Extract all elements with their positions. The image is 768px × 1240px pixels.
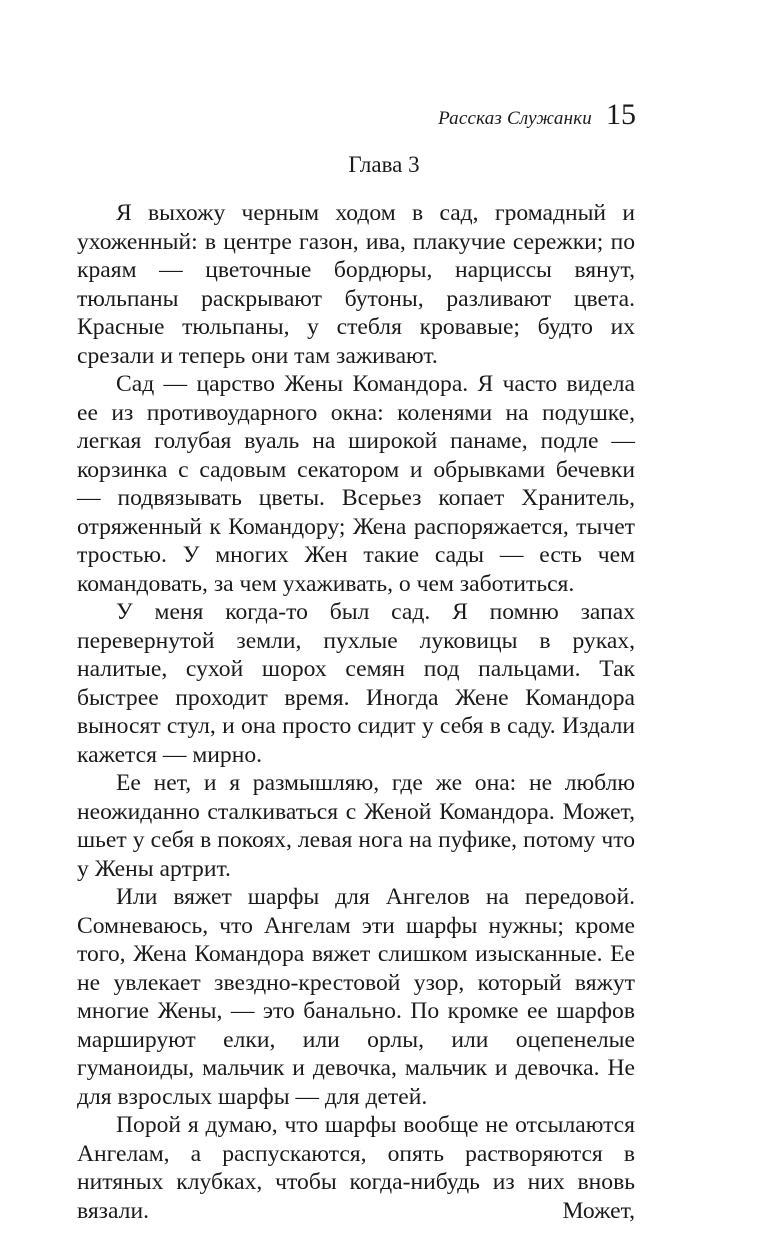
paragraph: Порой я думаю, что шарфы вообще не отсылаются Ангелам, а распускаются, опять растворяются в нитяных клубках, чтобы когда-нибудь из них вновь вязали. Может,: [77, 1112, 635, 1224]
paragraph: Сад — царство Жены Командора. Я часто видела ее из противоударного окна: коленями на подушке, легкая голубая вуаль на широкой панаме, подле — корзинка с садовым секатором и обрывками бечевки — подвязывать цветы. Всерьез копает Хранитель, отряженный к Командору; Жена распоряжается, тычет тростью. У многих Жен такие сады — есть чем командовать, за чем ухаживать, о чем заботиться.: [77, 371, 635, 597]
running-header: [438, 98, 636, 132]
body-text: [77, 199, 635, 1225]
chapter-title: Глава 3: [348, 152, 420, 177]
running-title: Рассказ Служанки: [438, 108, 592, 129]
paragraph: У меня когда-то был сад. Я помню запах перевернутой земли, пухлые луковицы в руках, налитые, сухой шорох семян под пальцами. Так быстрее проходит время. Иногда Жене Командора выносят стул, и она просто сидит у себя в саду. Издали кажется — мирно.: [77, 599, 635, 768]
paragraph: Или вяжет шарфы для Ангелов на передовой. Сомневаюсь, что Ангелам эти шарфы нужны; кроме того, Жена Командора вяжет слишком изысканные. Ее не увлекает звездно-крестовой узор, который вяжут многие Жены, — это банально. По кромке ее шарфов маршируют елки, или орлы, или оцепенелые гуманоиды, мальчик и девочка, мальчик и девочка. Не для взрослых шарфы — для детей.: [77, 884, 635, 1110]
paragraph: Я выхожу черным ходом в сад, громадный и ухоженный: в центре газон, ива, плакучие сережки; по краям — цветочные бордюры, нарциссы вянут, тюльпаны раскрывают бутоны, разливают цвета. Красные тюльпаны, у стебля кровавые; будто их срезали и теперь они там заживают.: [77, 200, 635, 369]
paragraph: Ее нет, и я размышляю, где же она: не люблю неожиданно сталкиваться с Женой Командора. Может, шьет у себя в покоях, левая нога на пуфике, потому что у Жены артрит.: [77, 770, 635, 882]
page-number: 15: [606, 98, 636, 131]
